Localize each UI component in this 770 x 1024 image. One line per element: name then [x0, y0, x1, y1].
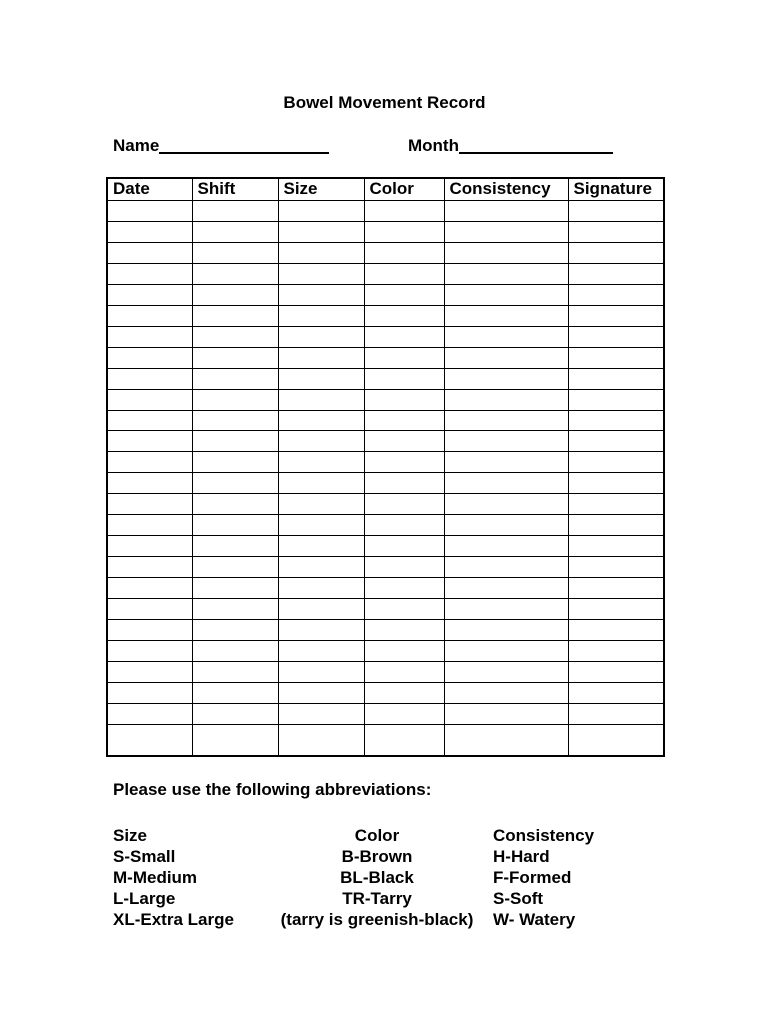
table-row	[107, 682, 664, 703]
empty-cell	[192, 578, 278, 599]
empty-cell	[568, 326, 664, 347]
abbrev-column-consistency	[493, 825, 594, 930]
table-row	[107, 641, 664, 662]
empty-cell	[444, 242, 568, 263]
empty-cell	[107, 221, 192, 242]
empty-cell	[568, 431, 664, 452]
table-row	[107, 515, 664, 536]
empty-cell	[444, 431, 568, 452]
empty-cell	[107, 536, 192, 557]
empty-cell	[364, 620, 444, 641]
name-label: Name	[113, 136, 160, 155]
empty-cell	[568, 389, 664, 410]
table-row	[107, 494, 664, 515]
table-row	[107, 284, 664, 305]
empty-cell	[278, 284, 364, 305]
column-header-date: Date	[107, 178, 192, 201]
empty-cell	[278, 389, 364, 410]
empty-cell	[444, 682, 568, 703]
empty-cell	[444, 536, 568, 557]
empty-cell	[444, 620, 568, 641]
empty-cell	[444, 389, 568, 410]
table-row	[107, 263, 664, 284]
table-row	[107, 473, 664, 494]
empty-cell	[364, 682, 444, 703]
table-row	[107, 557, 664, 578]
empty-cell	[107, 284, 192, 305]
empty-cell	[568, 473, 664, 494]
empty-cell	[107, 641, 192, 662]
table-row	[107, 368, 664, 389]
abbrev-item: L-Large	[113, 889, 176, 908]
empty-cell	[364, 221, 444, 242]
empty-cell	[444, 515, 568, 536]
month-field	[408, 137, 613, 154]
empty-cell	[192, 661, 278, 682]
empty-cell	[568, 661, 664, 682]
table-row	[107, 724, 664, 756]
empty-cell	[192, 347, 278, 368]
name-fill-line	[159, 150, 329, 154]
empty-cell	[278, 515, 364, 536]
empty-cell	[278, 724, 364, 756]
table-row	[107, 431, 664, 452]
table-row	[107, 578, 664, 599]
empty-cell	[568, 682, 664, 703]
name-month-row	[106, 137, 663, 155]
table-row	[107, 661, 664, 682]
table-row	[107, 620, 664, 641]
column-header-size: Size	[278, 178, 364, 201]
abbrev-item: TR-Tarry	[342, 889, 412, 908]
empty-cell	[192, 368, 278, 389]
month-label: Month	[408, 136, 459, 155]
empty-cell	[364, 431, 444, 452]
empty-cell	[568, 724, 664, 756]
empty-cell	[364, 263, 444, 284]
column-header-consistency: Consistency	[444, 178, 568, 201]
table-row	[107, 305, 664, 326]
column-header-signature: Signature	[568, 178, 664, 201]
empty-cell	[192, 263, 278, 284]
empty-cell	[444, 703, 568, 724]
empty-cell	[444, 661, 568, 682]
empty-cell	[444, 305, 568, 326]
empty-cell	[364, 578, 444, 599]
empty-cell	[192, 389, 278, 410]
month-fill-line	[459, 150, 613, 154]
empty-cell	[192, 201, 278, 222]
empty-cell	[192, 682, 278, 703]
empty-cell	[278, 578, 364, 599]
abbrev-heading-color: Color	[354, 826, 400, 845]
abbrev-item: W- Watery	[493, 910, 576, 929]
abbrev-item: (tarry is greenish-black)	[280, 910, 474, 929]
empty-cell	[192, 452, 278, 473]
empty-cell	[278, 620, 364, 641]
abbrev-heading-consistency: Consistency	[493, 826, 595, 845]
empty-cell	[364, 201, 444, 222]
empty-cell	[444, 326, 568, 347]
table-row	[107, 326, 664, 347]
empty-cell	[278, 473, 364, 494]
empty-cell	[192, 620, 278, 641]
record-table	[106, 177, 665, 757]
empty-cell	[568, 221, 664, 242]
abbrev-list-consistency	[493, 846, 594, 930]
empty-cell	[568, 410, 664, 431]
empty-cell	[364, 326, 444, 347]
empty-cell	[568, 557, 664, 578]
empty-cell	[107, 578, 192, 599]
empty-cell	[444, 724, 568, 756]
empty-cell	[444, 557, 568, 578]
empty-cell	[278, 703, 364, 724]
empty-cell	[364, 242, 444, 263]
empty-cell	[568, 263, 664, 284]
column-header-color: Color	[364, 178, 444, 201]
empty-cell	[278, 326, 364, 347]
empty-cell	[278, 221, 364, 242]
empty-cell	[107, 599, 192, 620]
empty-cell	[568, 305, 664, 326]
empty-cell	[568, 242, 664, 263]
empty-cell	[364, 724, 444, 756]
table-row	[107, 242, 664, 263]
empty-cell	[364, 284, 444, 305]
empty-cell	[278, 682, 364, 703]
empty-cell	[568, 201, 664, 222]
empty-cell	[364, 515, 444, 536]
table-header-row	[107, 178, 664, 201]
empty-cell	[192, 431, 278, 452]
empty-cell	[444, 599, 568, 620]
empty-cell	[278, 347, 364, 368]
empty-cell	[278, 201, 364, 222]
empty-cell	[444, 473, 568, 494]
empty-cell	[444, 368, 568, 389]
empty-cell	[192, 221, 278, 242]
name-field	[113, 137, 329, 154]
empty-cell	[444, 641, 568, 662]
empty-cell	[107, 201, 192, 222]
empty-cell	[107, 494, 192, 515]
empty-cell	[364, 599, 444, 620]
empty-cell	[107, 242, 192, 263]
empty-cell	[278, 305, 364, 326]
empty-cell	[568, 703, 664, 724]
empty-cell	[364, 661, 444, 682]
empty-cell	[107, 326, 192, 347]
abbrev-item: M-Medium	[113, 868, 198, 887]
empty-cell	[444, 494, 568, 515]
empty-cell	[192, 703, 278, 724]
empty-cell	[364, 473, 444, 494]
empty-cell	[444, 347, 568, 368]
page-title: Bowel Movement Record	[283, 93, 486, 112]
abbrev-item: BL-Black	[340, 868, 414, 887]
abbreviations-intro: Please use the following abbreviations:	[113, 780, 432, 799]
table-row	[107, 703, 664, 724]
empty-cell	[107, 410, 192, 431]
table-row	[107, 599, 664, 620]
empty-cell	[444, 221, 568, 242]
column-header-shift: Shift	[192, 178, 278, 201]
empty-cell	[444, 578, 568, 599]
empty-cell	[444, 263, 568, 284]
abbrev-heading-size: Size	[113, 826, 148, 845]
empty-cell	[278, 368, 364, 389]
table-row	[107, 347, 664, 368]
table-row	[107, 389, 664, 410]
empty-cell	[444, 452, 568, 473]
empty-cell	[568, 578, 664, 599]
empty-cell	[568, 347, 664, 368]
empty-cell	[364, 410, 444, 431]
empty-cell	[568, 599, 664, 620]
empty-cell	[278, 242, 364, 263]
empty-cell	[364, 452, 444, 473]
empty-cell	[192, 724, 278, 756]
abbrev-item: S-Soft	[493, 889, 544, 908]
empty-cell	[107, 473, 192, 494]
table-row	[107, 536, 664, 557]
empty-cell	[107, 305, 192, 326]
empty-cell	[364, 703, 444, 724]
empty-cell	[364, 305, 444, 326]
empty-cell	[278, 641, 364, 662]
empty-cell	[192, 599, 278, 620]
empty-cell	[568, 536, 664, 557]
empty-cell	[364, 494, 444, 515]
empty-cell	[568, 494, 664, 515]
empty-cell	[107, 431, 192, 452]
empty-cell	[444, 410, 568, 431]
empty-cell	[364, 347, 444, 368]
empty-cell	[107, 347, 192, 368]
empty-cell	[278, 599, 364, 620]
empty-cell	[192, 410, 278, 431]
empty-cell	[192, 641, 278, 662]
table-row	[107, 452, 664, 473]
empty-cell	[107, 661, 192, 682]
empty-cell	[107, 620, 192, 641]
empty-cell	[364, 641, 444, 662]
empty-cell	[107, 389, 192, 410]
empty-cell	[278, 557, 364, 578]
empty-cell	[107, 682, 192, 703]
empty-cell	[192, 494, 278, 515]
empty-cell	[192, 305, 278, 326]
empty-cell	[364, 536, 444, 557]
empty-cell	[364, 557, 444, 578]
abbreviations-section	[106, 825, 663, 935]
empty-cell	[107, 703, 192, 724]
empty-cell	[192, 242, 278, 263]
abbrev-item: F-Formed	[493, 868, 572, 887]
empty-cell	[192, 326, 278, 347]
empty-cell	[192, 557, 278, 578]
empty-cell	[192, 284, 278, 305]
empty-cell	[278, 263, 364, 284]
abbrev-item: XL-Extra Large	[113, 910, 234, 929]
empty-cell	[192, 515, 278, 536]
empty-cell	[278, 410, 364, 431]
abbrev-item: B-Brown	[341, 847, 413, 866]
empty-cell	[278, 452, 364, 473]
record-table-body	[107, 201, 664, 757]
empty-cell	[107, 515, 192, 536]
table-row	[107, 221, 664, 242]
empty-cell	[107, 263, 192, 284]
empty-cell	[364, 389, 444, 410]
empty-cell	[107, 452, 192, 473]
abbrev-item: H-Hard	[493, 847, 550, 866]
empty-cell	[568, 515, 664, 536]
empty-cell	[278, 494, 364, 515]
abbrev-list-color	[272, 846, 482, 930]
abbrev-item: S-Small	[113, 847, 176, 866]
empty-cell	[364, 368, 444, 389]
abbrev-list-size	[113, 846, 234, 930]
empty-cell	[107, 724, 192, 756]
empty-cell	[278, 661, 364, 682]
empty-cell	[192, 536, 278, 557]
abbrev-column-size	[113, 825, 234, 930]
empty-cell	[568, 620, 664, 641]
empty-cell	[278, 536, 364, 557]
empty-cell	[192, 473, 278, 494]
empty-cell	[107, 368, 192, 389]
empty-cell	[568, 452, 664, 473]
empty-cell	[444, 201, 568, 222]
empty-cell	[568, 368, 664, 389]
empty-cell	[444, 284, 568, 305]
empty-cell	[107, 557, 192, 578]
table-row	[107, 201, 664, 222]
document-page	[106, 0, 663, 935]
empty-cell	[278, 431, 364, 452]
empty-cell	[568, 284, 664, 305]
empty-cell	[568, 641, 664, 662]
abbrev-column-color	[272, 825, 482, 930]
table-row	[107, 410, 664, 431]
